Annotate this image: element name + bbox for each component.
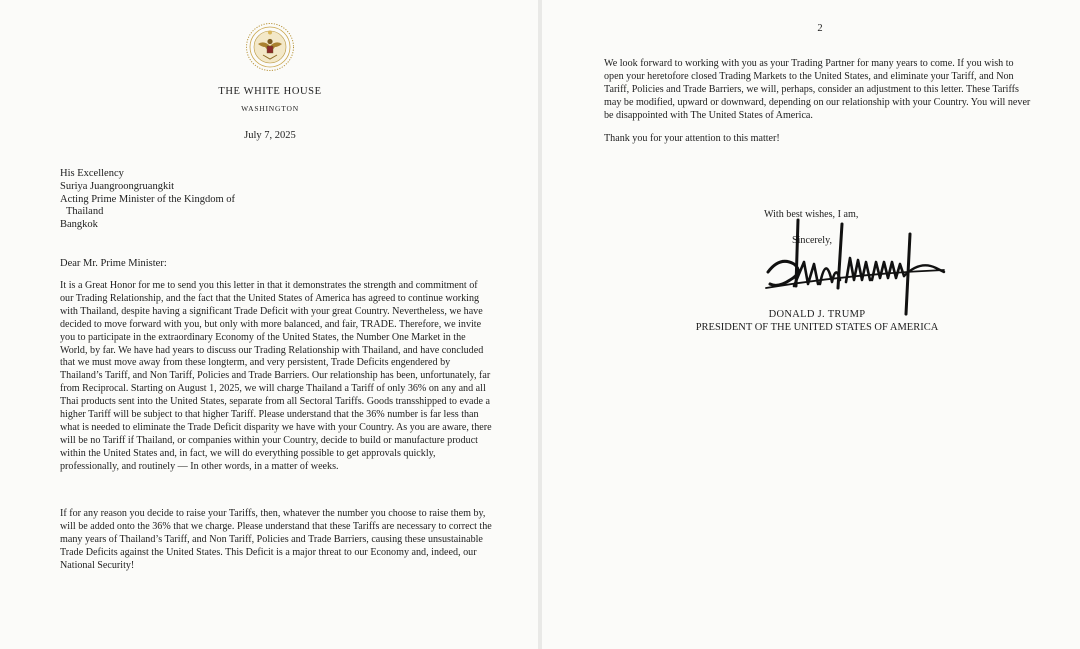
body-paragraph: We look forward to working with you as your Trading Partner for many years to come. If you wish to open your heretofore closed Trading Markets to the United States, and eliminate your Tariff, and Non Tariff, Policies and Trade Barriers, we will, perhaps, consider an adjustment to this letter. These Tariffs may be modified, upward or downward, depending on our relationship with your Country. You will never be disappointed with The United States of America. [604, 58, 1031, 121]
recipient-address [60, 168, 235, 232]
salutation: Dear Mr. Prime Minister: [60, 258, 167, 269]
body-paragraph: It is a Great Honor for me to send you this letter in that it demonstrates the strength and commitment of our Trading Relationship, and the fact that the United States of America has agreed to continue working with Thailand, despite having a significant Trade Deficit with your great Country. Nevertheless, we have decided to move forward with you, but only with more balanced, and fair, TRADE. Therefore, we invite you to participate in the extraordinary Economy of the United States, the Number One Market in the World, by far. We have had years to discuss our Trading Relationship with Thailand, and have concluded that we must move away from these longterm, and very persistent, Trade Deficits engendered by Thailand’s Tariff, and Non Tariff, Policies and Trade Barriers. Our relationship has been, unfortunately, far from Reciprocal. Starting on August 1, 2025, we will charge Thailand a Tariff of only 36% on any and all Thai products sent into the United States, separate from all Sectoral Tariffs. Goods transshipped to evade a higher Tariff will be subject to that higher Tariff. Please understand that the 36% number is far less than what is needed to eliminate the Trade Deficit disparity we have with your Country. As you are aware, there will be no Tariff if Thailand, or companies within your Country, decide to build or manufacture product within the United States and, in fact, we will do everything possible to get approvals quickly, professionally, and routinely — In other words, in a matter of weeks. [60, 280, 492, 472]
body-paragraph: Thank you for your attention to this matter! [604, 133, 780, 144]
body-paragraph: If for any reason you decide to raise your Tariffs, then, whatever the number you choose to raise them by, will be added onto the 36% that we charge. Please understand that these Tariffs are necessary to correct the many years of Thailand’s Tariff, and Non Tariff, Policies and Trade Barriers, causing these unsustainable Trade Deficits against the United States. This Deficit is a major threat to our Economy and, indeed, our National Security! [60, 508, 492, 571]
page-number: 2 [817, 23, 823, 34]
signer-name: DONALD J. TRUMP [768, 309, 866, 320]
recipient-line: His Excellency [60, 168, 124, 179]
letter-date: July 7, 2025 [244, 130, 296, 141]
recipient-line: Suriya Juangroongruangkit [60, 180, 175, 192]
signer-title: PRESIDENT OF THE UNITED STATES OF AMERICA [695, 322, 939, 333]
presidential-seal-icon [245, 22, 295, 72]
recipient-line: Acting Prime Minister of the Kingdom of [60, 193, 235, 205]
letterhead-title: THE WHITE HOUSE [218, 86, 322, 97]
closing-line: With best wishes, I am, [764, 209, 859, 220]
handwritten-signature [760, 214, 960, 318]
letter-page-2 [542, 0, 1080, 649]
recipient-line: Bangkok [60, 219, 98, 231]
letter-page-1 [0, 0, 538, 649]
letterhead-subtitle: WASHINGTON [241, 104, 299, 113]
recipient-line: Thailand [66, 206, 104, 218]
sign-off: Sincerely, [792, 235, 832, 246]
